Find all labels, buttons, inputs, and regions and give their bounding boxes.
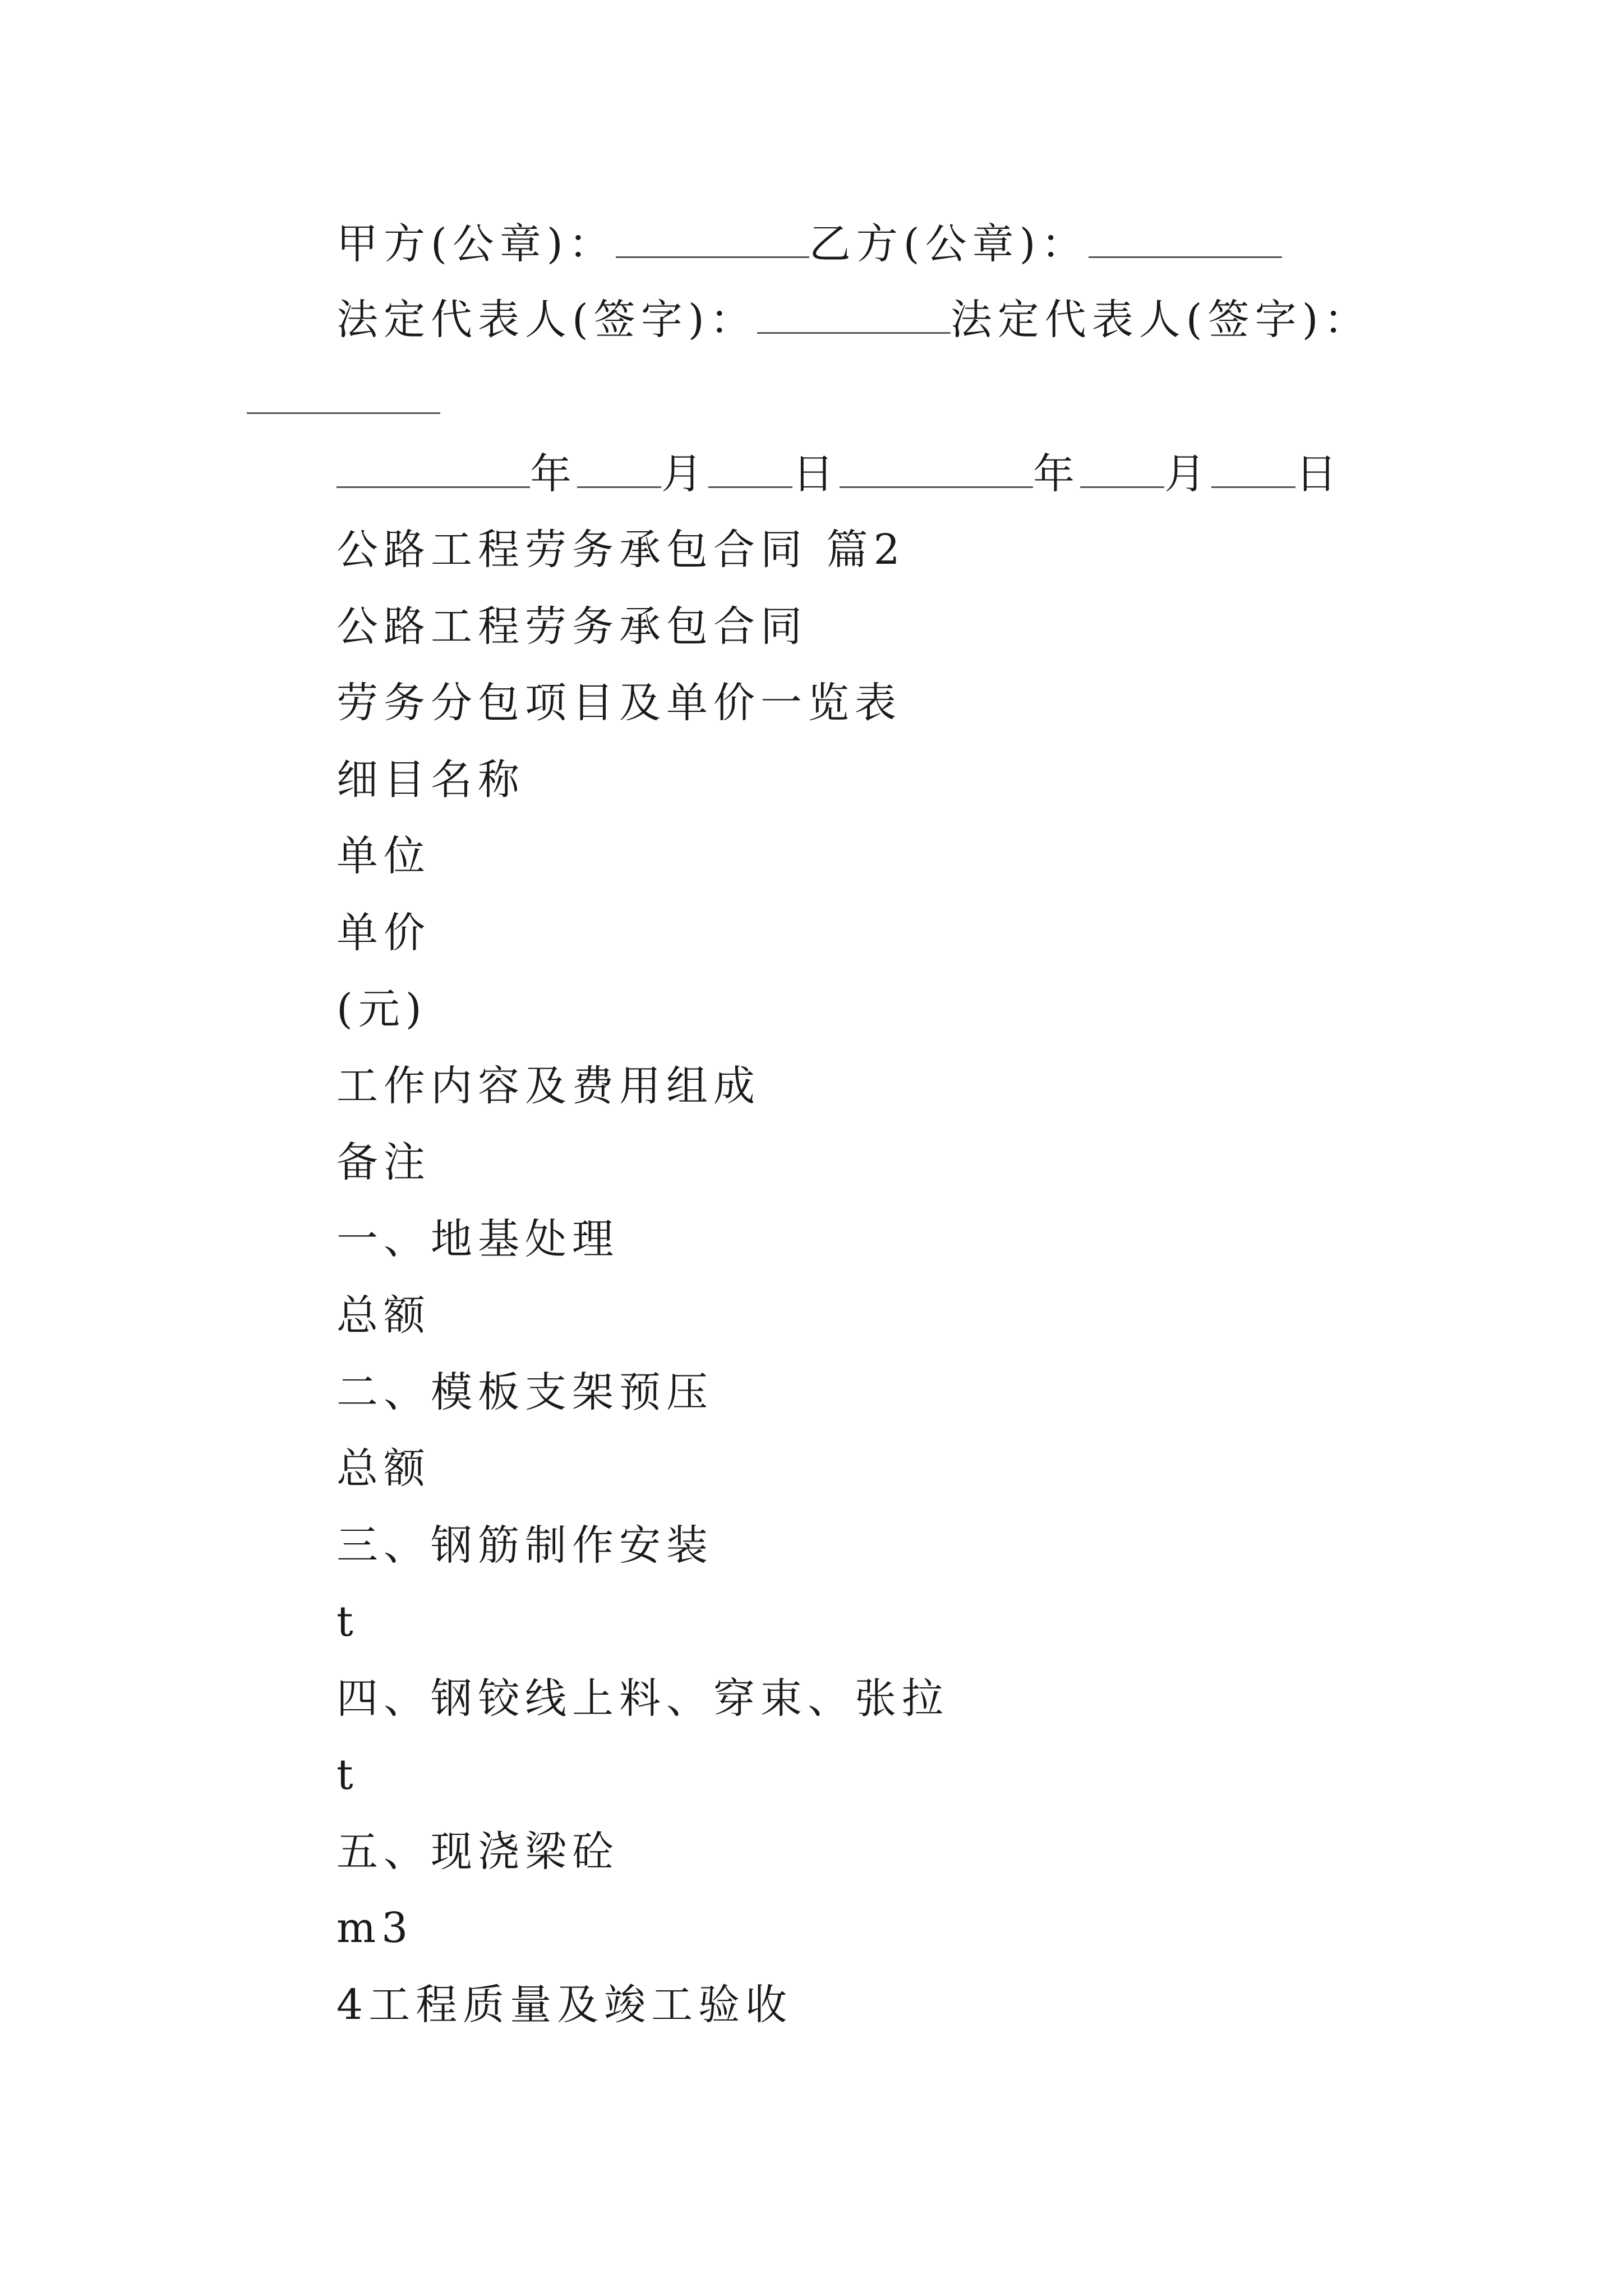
list-item-unit: t [336,1598,359,1646]
party-b-day-blank [1211,447,1295,488]
table-title: 劳务分包项目及单价一览表 [336,679,902,727]
list-item: 三、钢筋制作安装 [336,1521,713,1570]
list-item-unit: 总额 [336,1444,431,1493]
contract-title: 公路工程劳务承包合同 [336,602,808,651]
column-header-work-content: 工作内容及费用组成 [336,1062,760,1110]
party-b-year-blank [840,447,1033,488]
column-header-currency: (元) [336,985,427,1033]
party-b-representative-blank [247,373,440,414]
party-b-year-label: 年 [1033,450,1080,498]
date-line [336,446,1343,502]
section-heading: 公路工程劳务承包合同 篇2 [336,526,906,574]
party-a-month-label: 月 [661,450,708,498]
party-a-seal-blank [616,217,809,258]
party-a-year-blank [336,447,530,488]
party-b-month-label: 月 [1164,450,1211,498]
column-header-item-name: 细目名称 [336,756,525,804]
party-a-month-blank [577,447,661,488]
party-a-representative-label: 法定代表人(签字)： [336,296,757,344]
list-item-unit: 总额 [336,1291,431,1340]
section-heading: 4工程质量及竣工验收 [336,1981,793,2029]
party-b-month-blank [1080,447,1164,488]
party-a-representative-blank [757,293,951,334]
column-header-unit-price: 单价 [336,909,431,957]
list-item: 二、模板支架预压 [336,1368,713,1416]
party-a-seal-label: 甲方(公章)： [336,220,616,268]
list-item: 四、钢铰线上料、穿束、张拉 [336,1674,949,1723]
list-item: 五、现浇梁砼 [336,1828,619,1876]
column-header-unit: 单位 [336,832,431,880]
column-header-remarks: 备注 [336,1138,431,1186]
party-a-day-blank [708,447,792,488]
party-b-day-label: 日 [1295,450,1343,498]
party-b-seal-blank [1089,217,1282,258]
representative-signature-line [336,292,1371,348]
list-item-unit: m3 [336,1904,414,1952]
party-b-seal-label: 乙方(公章)： [809,220,1089,268]
party-a-year-label: 年 [530,450,577,498]
party-b-representative-label: 法定代表人(签字)： [950,296,1371,344]
seal-signature-line [336,216,1282,272]
list-item: 一、地基处理 [336,1215,619,1263]
list-item-unit: t [336,1751,359,1799]
party-a-day-label: 日 [792,450,840,498]
